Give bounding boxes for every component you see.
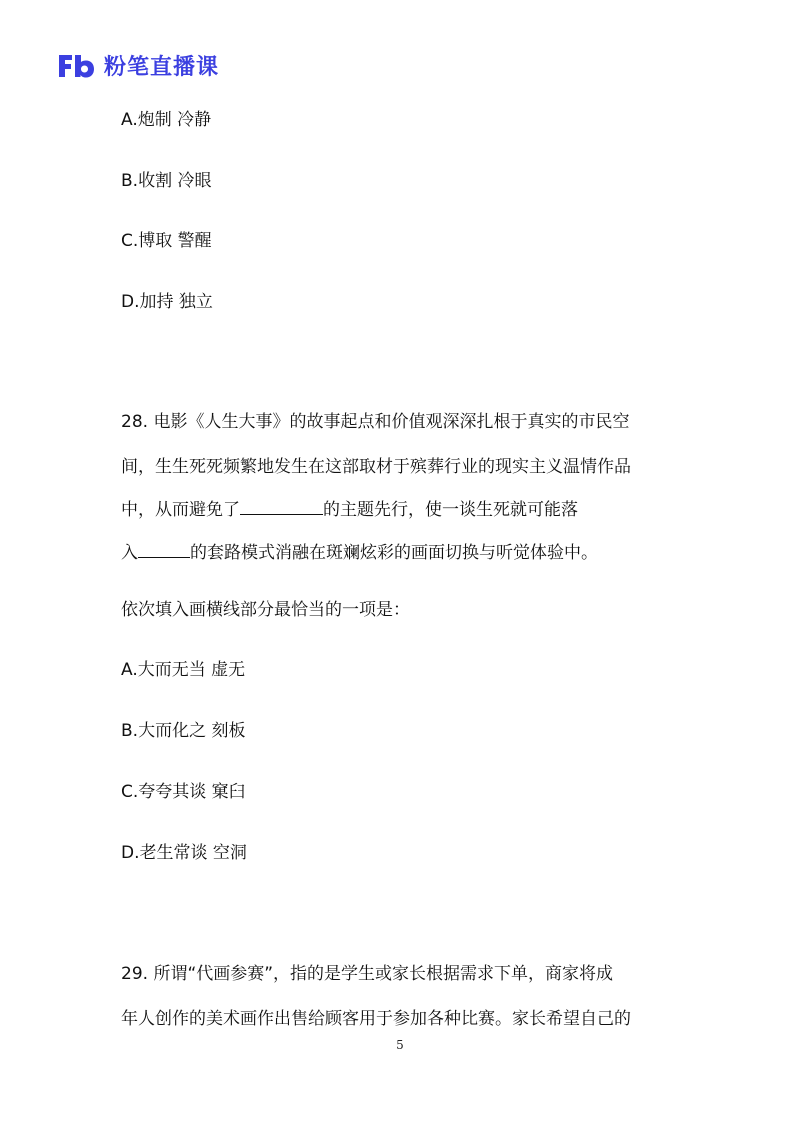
q28-line-4-end: 的套路模式消融在斑斓炫彩的画面切换与听觉体验中。 xyxy=(190,543,598,563)
q27-option-c: C.博取 警醒 xyxy=(121,231,212,251)
q28-line-3-start: 中，从而避免了 xyxy=(121,500,240,520)
logo-text: 粉笔直播课 xyxy=(104,55,220,80)
q27-option-b: B.收割 冷眼 xyxy=(121,171,212,191)
q28-blank-1 xyxy=(240,496,323,515)
q28-option-c: C.夸夸其谈 窠臼 xyxy=(121,782,246,802)
q28-line-4-start: 入 xyxy=(121,543,138,563)
q28-stem-line-2: 间，生生死死频繁地发生在这部取材于殡葬行业的现实主义温情作品 xyxy=(121,457,631,477)
q29-stem-line-2: 年人创作的美术画作出售给顾客用于参加各种比赛。家长希望自己的 xyxy=(121,1009,631,1029)
q27-option-d: D.加持 独立 xyxy=(121,292,213,312)
page-header xyxy=(56,50,219,81)
fb-logo-icon xyxy=(56,51,96,81)
q29-stem-line-1: 29. 所谓“代画参赛”，指的是学生或家长根据需求下单，商家将成 xyxy=(121,964,614,984)
q28-option-b: B.大而化之 刻板 xyxy=(121,721,246,741)
q28-instruction: 依次填入画横线部分最恰当的一项是： xyxy=(121,600,410,620)
page-number: 5 xyxy=(396,1038,404,1052)
q28-blank-2 xyxy=(138,539,190,558)
q28-option-a: A.大而无当 虚无 xyxy=(121,660,246,680)
q28-stem-line-3 xyxy=(121,496,578,522)
q27-option-a: A.炮制 冷静 xyxy=(121,110,212,130)
q28-option-d: D.老生常谈 空洞 xyxy=(121,843,247,863)
q28-line-3-end: 的主题先行，使一谈生死就可能落 xyxy=(323,500,578,520)
q28-stem-line-4 xyxy=(121,539,598,565)
q28-stem-line-1: 28. 电影《人生大事》的故事起点和价值观深深扎根于真实的市民空 xyxy=(121,412,630,432)
